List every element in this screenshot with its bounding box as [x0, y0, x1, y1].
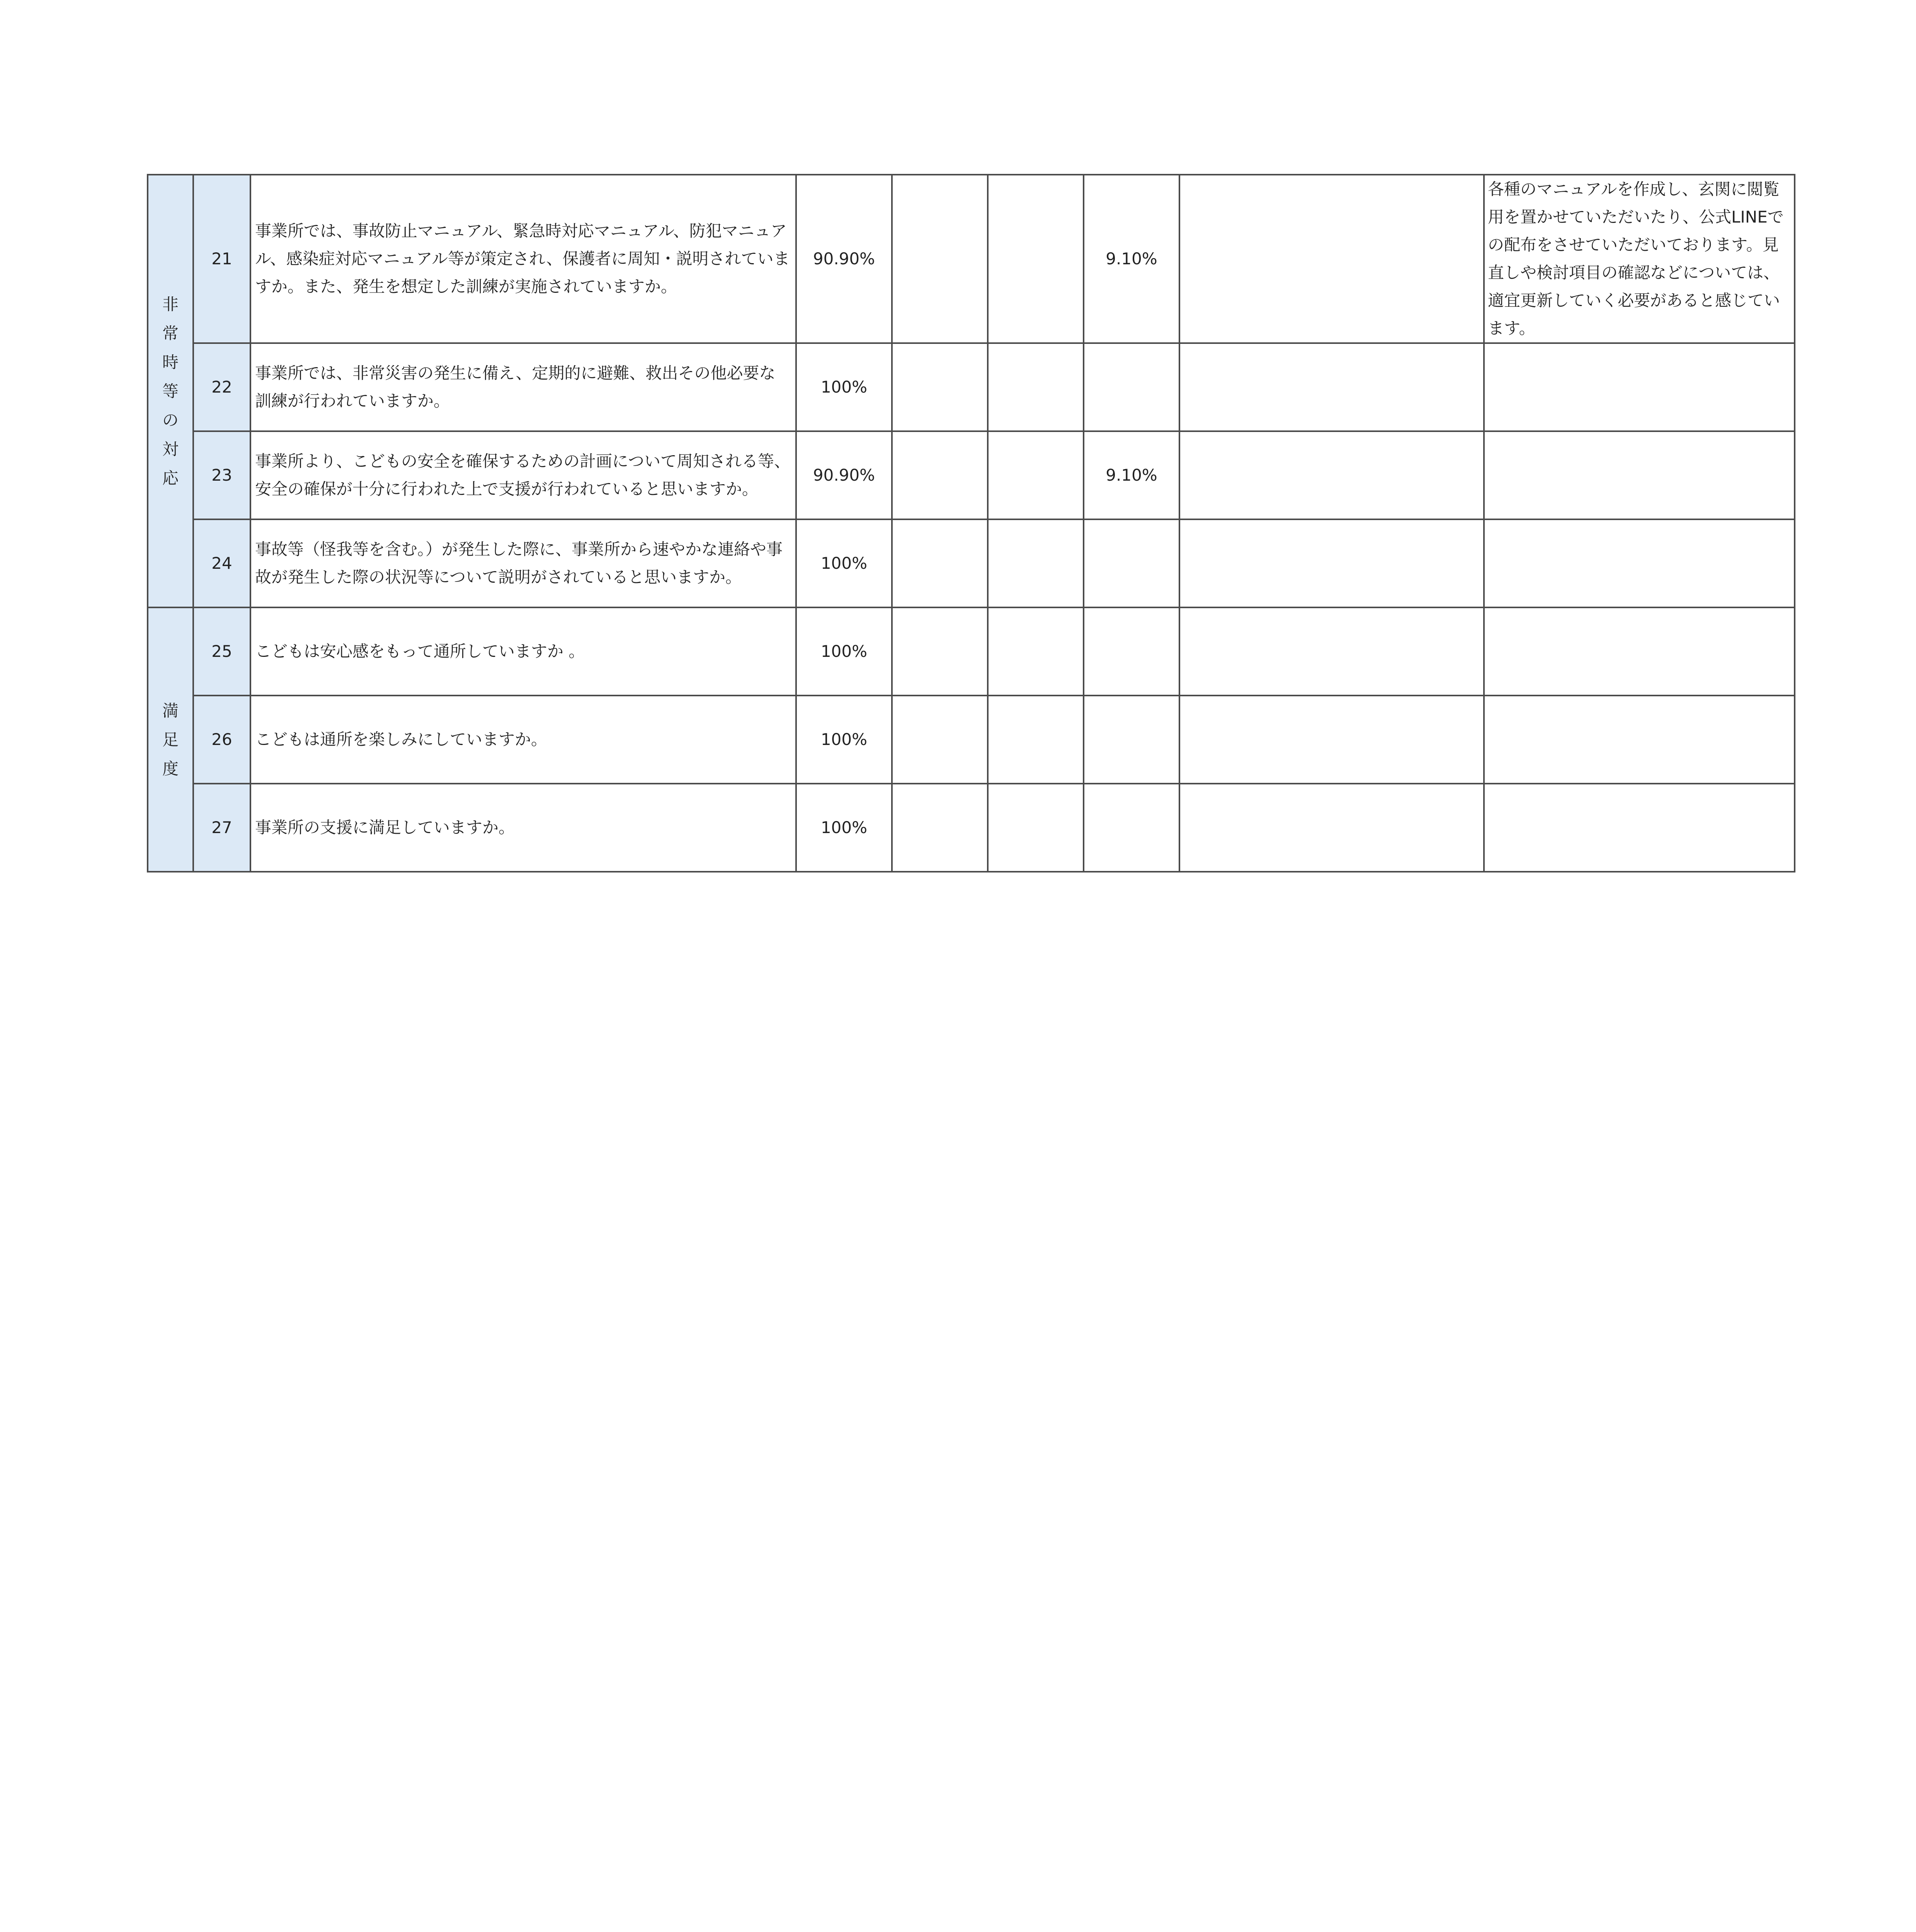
answer-col-3: [988, 519, 1084, 607]
question-number: 24: [193, 519, 250, 607]
answer-yes-percent: 100%: [796, 343, 892, 431]
answer-col-2: [892, 784, 988, 872]
answer-unknown-percent: [1084, 607, 1179, 696]
guardian-comment: [1179, 175, 1484, 343]
guardian-comment: [1179, 431, 1484, 519]
question-number: 27: [193, 784, 250, 872]
table-row: [148, 175, 1795, 343]
question-text: 事故等（怪我等を含む。）が発生した際に、事業所から速やかな連絡や事故が発生した際の状況等について説明がされていると思いますか。: [250, 519, 796, 607]
question-text: こどもは通所を楽しみにしていますか。: [250, 696, 796, 784]
answer-yes-percent: 100%: [796, 696, 892, 784]
answer-unknown-percent: 9.10%: [1084, 431, 1179, 519]
guardian-comment: [1179, 607, 1484, 696]
facility-comment: [1484, 431, 1795, 519]
facility-comment: [1484, 784, 1795, 872]
question-number: 22: [193, 343, 250, 431]
evaluation-table: [147, 174, 1795, 872]
table-row: [148, 519, 1795, 607]
answer-col-3: [988, 343, 1084, 431]
category-label: 非常時等の対応: [162, 294, 179, 488]
answer-col-2: [892, 343, 988, 431]
answer-col-3: [988, 175, 1084, 343]
answer-unknown-percent: [1084, 519, 1179, 607]
answer-yes-percent: 90.90%: [796, 431, 892, 519]
facility-comment: [1484, 343, 1795, 431]
guardian-comment: [1179, 696, 1484, 784]
question-text: 事業所では、事故防止マニュアル、緊急時対応マニュアル、防犯マニュアル、感染症対応マニュアル等が策定され、保護者に周知・説明されていますか。また、発生を想定した訓練が実施されていますか。: [250, 175, 796, 343]
answer-yes-percent: 100%: [796, 784, 892, 872]
answer-unknown-percent: [1084, 696, 1179, 784]
facility-comment: [1484, 696, 1795, 784]
answer-col-2: [892, 431, 988, 519]
answer-col-3: [988, 696, 1084, 784]
answer-yes-percent: 100%: [796, 607, 892, 696]
question-text: 事業所では、非常災害の発生に備え、定期的に避難、救出その他必要な訓練が行われていますか。: [250, 343, 796, 431]
category-label: 満足度: [162, 701, 179, 778]
question-number: 26: [193, 696, 250, 784]
answer-col-2: [892, 607, 988, 696]
facility-comment: [1484, 519, 1795, 607]
question-number: 23: [193, 431, 250, 519]
answer-unknown-percent: [1084, 343, 1179, 431]
answer-col-3: [988, 607, 1084, 696]
guardian-comment: [1179, 519, 1484, 607]
table-row: [148, 607, 1795, 696]
category-cell-satisfaction: [148, 607, 193, 872]
table-row: [148, 343, 1795, 431]
answer-col-2: [892, 696, 988, 784]
answer-col-3: [988, 784, 1084, 872]
answer-yes-percent: 100%: [796, 519, 892, 607]
guardian-comment: [1179, 343, 1484, 431]
category-cell-emergency: [148, 175, 193, 607]
question-text: 事業所より、こどもの安全を確保するための計画について周知される等、安全の確保が十分に行われた上で支援が行われていると思いますか。: [250, 431, 796, 519]
question-text: こどもは安心感をもって通所していますか 。: [250, 607, 796, 696]
answer-col-2: [892, 175, 988, 343]
answer-unknown-percent: [1084, 784, 1179, 872]
guardian-comment: [1179, 784, 1484, 872]
table-row: [148, 431, 1795, 519]
question-number: 25: [193, 607, 250, 696]
answer-unknown-percent: 9.10%: [1084, 175, 1179, 343]
answer-col-2: [892, 519, 988, 607]
question-number: 21: [193, 175, 250, 343]
facility-comment: [1484, 607, 1795, 696]
question-text: 事業所の支援に満足していますか。: [250, 784, 796, 872]
answer-col-3: [988, 431, 1084, 519]
facility-comment: 各種のマニュアルを作成し、玄関に閲覧用を置かせていただいたり、公式LINEでの配布をさせていただいております。見直しや検討項目の確認などについては、適宜更新していく必要があると感じています。: [1484, 175, 1795, 343]
answer-yes-percent: 90.90%: [796, 175, 892, 343]
table-row: [148, 784, 1795, 872]
table-row: [148, 696, 1795, 784]
